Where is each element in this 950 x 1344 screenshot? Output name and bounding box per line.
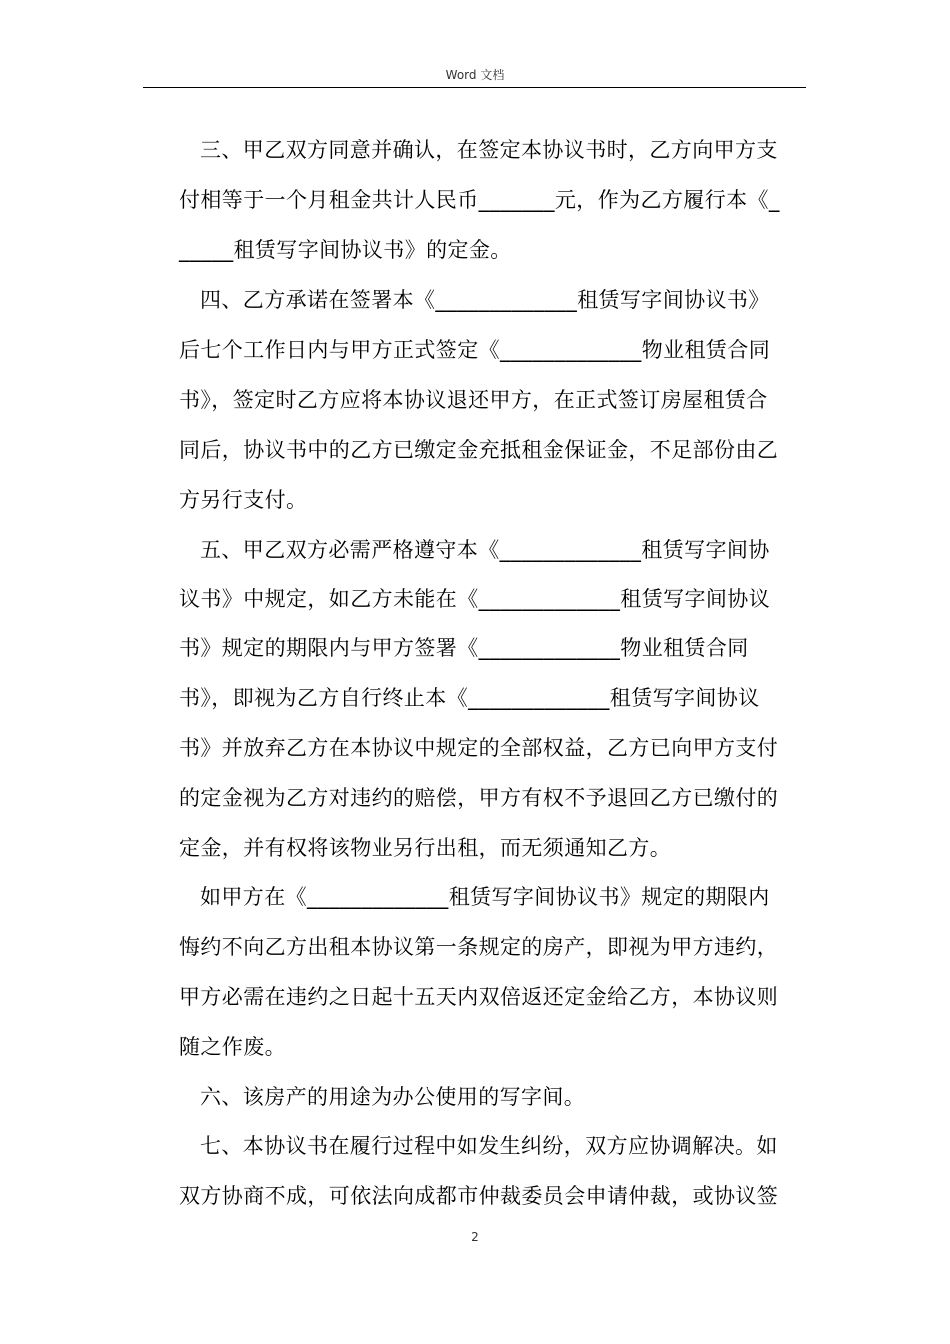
text-line: 六、该房产的用途为办公使用的写字间。 xyxy=(200,1085,586,1109)
text-line: 三、甲乙双方同意并确认，在签定本协议书时，乙方向甲方支 xyxy=(200,138,778,162)
text-line: 书》，即视为乙方自行终止本《_____________租赁写字间协议 xyxy=(179,686,760,710)
text-line: 书》并放弃乙方在本协议中规定的全部权益，乙方已向甲方支付 xyxy=(179,736,779,760)
text-line: 甲方必需在违约之日起十五天内双倍返还定金给乙方，本协议则 xyxy=(179,985,779,1009)
text-line: _____租赁写字间协议书》的定金。 xyxy=(179,238,512,262)
text-line: 书》规定的期限内与甲方签署《_____________物业租赁合同 xyxy=(179,636,749,660)
text-line: 付相等于一个月租金共计人民币_______元，作为乙方履行本《_ xyxy=(179,188,780,212)
text-line: 悔约不向乙方出租本协议第一条规定的房产，即视为甲方违约， xyxy=(179,935,779,959)
text-line: 四、乙方承诺在签署本《_____________租赁写字间协议书》 xyxy=(200,288,770,312)
text-line: 定金，并有权将该物业另行出租，而无须通知乙方。 xyxy=(179,836,672,860)
text-line: 方另行支付。 xyxy=(179,488,308,512)
text-line: 后七个工作日内与甲方正式签定《_____________物业租赁合同 xyxy=(179,338,771,362)
header-divider xyxy=(143,87,806,88)
text-line: 七、本协议书在履行过程中如发生纠纷，双方应协调解决。如 xyxy=(200,1134,778,1158)
page-number: 2 xyxy=(471,1230,479,1244)
text-line: 议书》中规定，如乙方未能在《_____________租赁写字间协议 xyxy=(179,587,771,611)
text-line: 如甲方在《_____________租赁写字间协议书》规定的期限内 xyxy=(200,885,770,909)
text-line: 随之作废。 xyxy=(179,1035,286,1059)
text-line: 的定金视为乙方对违约的赔偿，甲方有权不予退回乙方已缴付的 xyxy=(179,786,779,810)
text-line: 书》，签定时乙方应将本协议退还甲方，在正式签订房屋租赁合 xyxy=(179,388,768,412)
page-header: Word 文档 xyxy=(445,68,505,82)
text-line: 双方协商不成，可依法向成都市仲裁委员会申请仲裁，或协议签 xyxy=(179,1184,779,1208)
text-line: 同后，协议书中的乙方已缴定金充抵租金保证金，不足部份由乙 xyxy=(179,438,779,462)
text-line: 五、甲乙双方必需严格遵守本《_____________租赁写字间协 xyxy=(200,538,770,562)
